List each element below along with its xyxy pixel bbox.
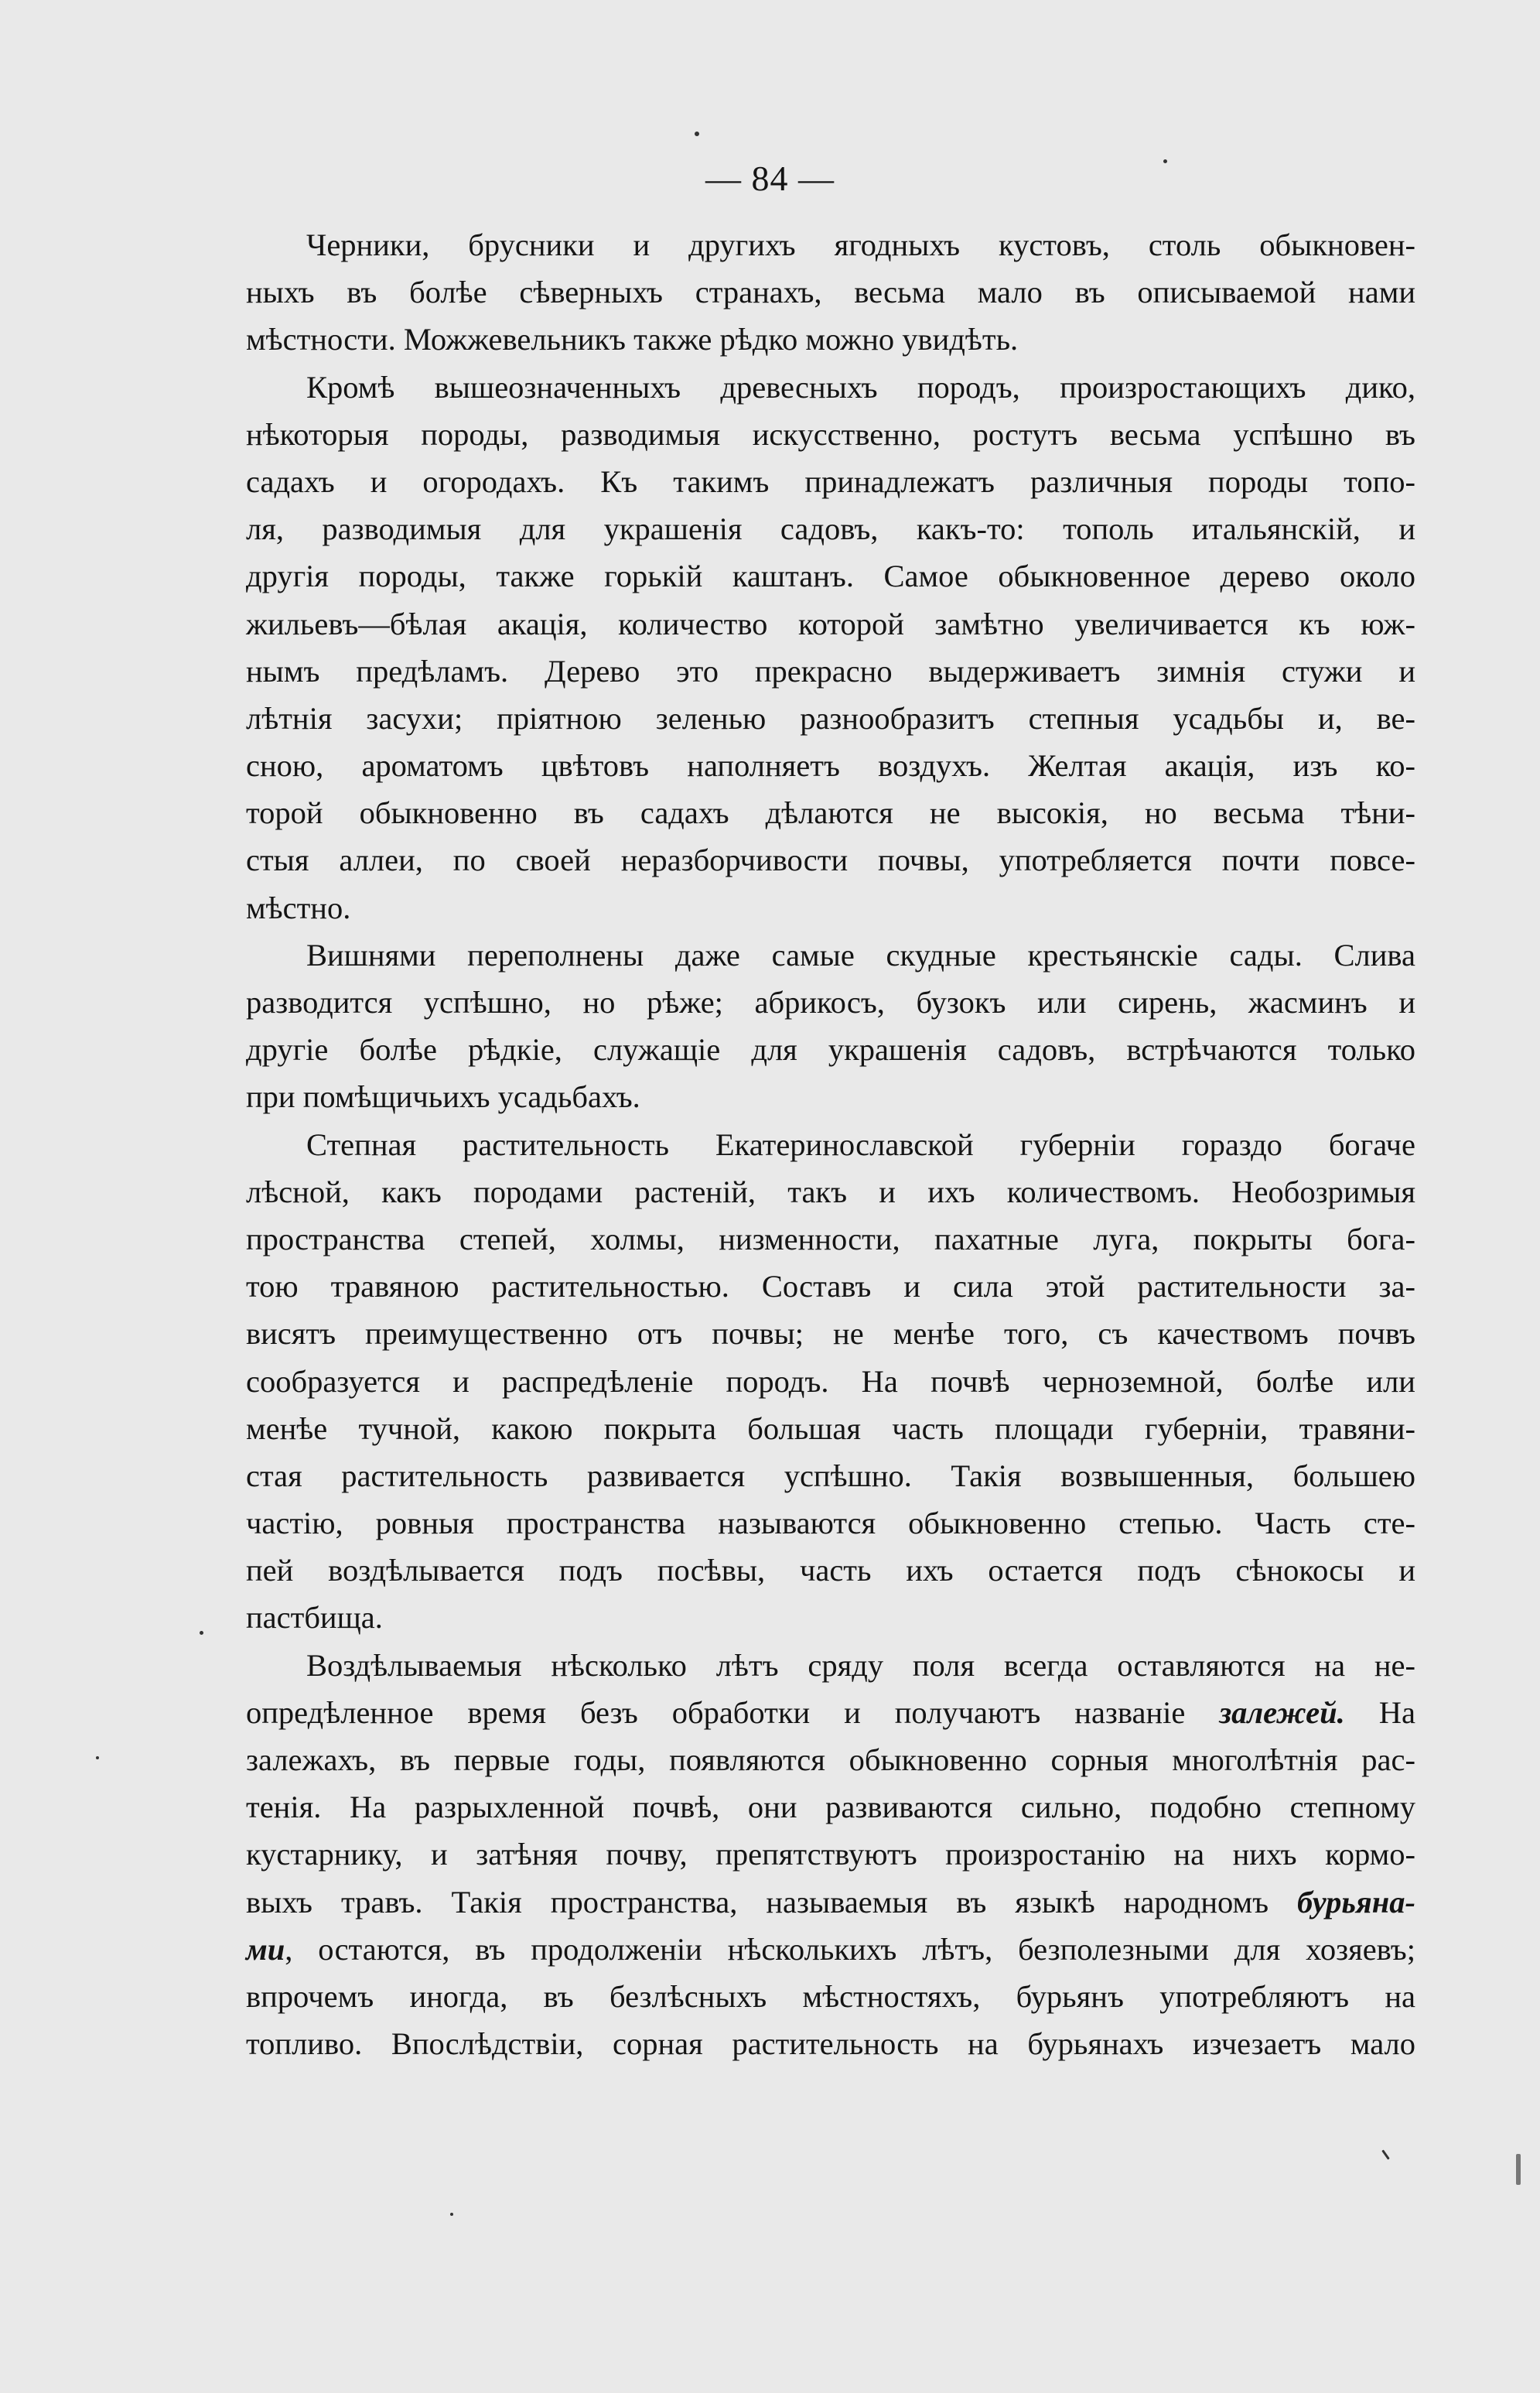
text-fragment: опредѣленное время безъ обработки и получаютъ названіе <box>246 1694 1220 1730</box>
text-line: кустарнику, и затѣняя почву, препятствуютъ произростанію на нихъ кормо- <box>246 1837 1415 1872</box>
text-line: менѣе тучной, какою покрыта большая часть площади губерніи, травяни- <box>246 1410 1415 1446</box>
text-line: торой обыкновенно въ садахъ дѣлаются не высокія, но весьма тѣни- <box>246 795 1415 831</box>
paragraph <box>246 221 1415 364</box>
text-line: стыя аллеи, по своей неразборчивости почвы, употребляется почти повсе- <box>246 843 1415 878</box>
paragraph <box>246 1642 1415 2068</box>
emphasized-term: ми <box>246 1931 285 1967</box>
text-line: другіе болѣе рѣдкіе, служащіе для украшенія садовъ, встрѣчаются только <box>246 1032 1415 1068</box>
text-line: впрочемъ иногда, въ безлѣсныхъ мѣстностяхъ, бурьянъ употребляютъ на <box>246 1978 1415 2014</box>
text-line: Воздѣлываемыя нѣсколько лѣтъ сряду поля всегда оставляются на не- <box>306 1647 1415 1683</box>
emphasized-term: бурьяна- <box>1297 1884 1415 1920</box>
text-line: висятъ преимущественно отъ почвы; не менѣе того, съ качествомъ почвъ <box>246 1316 1415 1352</box>
text-line: нымъ предѣламъ. Дерево это прекрасно выдерживаетъ зимнія стужи и <box>246 653 1415 689</box>
text-fragment: выхъ травъ. Такія пространства, называемыя въ языкѣ народномъ <box>246 1884 1298 1920</box>
text-line: Кромѣ вышеозначенныхъ древесныхъ породъ, произростающихъ дико, <box>306 369 1415 405</box>
text-line: тенія. На разрыхленной почвѣ, они развиваются сильно, подобно степному <box>246 1790 1415 1825</box>
scan-speck <box>96 1756 99 1759</box>
scan-speck <box>1163 159 1167 163</box>
scan-speck <box>695 132 699 136</box>
scan-speck <box>1516 2154 1521 2185</box>
paragraph <box>246 364 1415 932</box>
text-line: тою травяною растительностью. Составъ и сила этой растительности за- <box>246 1269 1415 1304</box>
text-line: ныхъ въ болѣе сѣверныхъ странахъ, весьма мало въ описываемой нами <box>246 275 1415 310</box>
scan-speck <box>200 1631 203 1635</box>
text-line <box>246 1926 1415 1973</box>
text-line: стая растительность развивается успѣшно. Такія возвышенныя, большею <box>246 1458 1415 1493</box>
text-line: топливо. Впослѣдствіи, сорная растительность на бурьянахъ изчезаетъ мало <box>246 2026 1415 2062</box>
text-line: пей воздѣлывается подъ посѣвы, часть ихъ остается подъ сѣнокосы и <box>246 1553 1415 1588</box>
text-line: мѣстно. <box>246 890 351 925</box>
text-line: мѣстности. Можжевельникъ также рѣдко можно увидѣть. <box>246 322 1019 357</box>
text-line: ля, разводимыя для украшенія садовъ, какъ-то: тополь итальянскій, и <box>246 511 1415 547</box>
emphasized-term: залежей. <box>1219 1694 1345 1730</box>
text-line: нѣкоторыя породы, разводимыя искусственно, ростутъ весьма успѣшно въ <box>246 416 1415 452</box>
text-line: разводится успѣшно, но рѣже; абрикосъ, бузокъ или сирень, жасминъ и <box>246 985 1415 1020</box>
text-line: пространства степей, холмы, низменности, пахатные луга, покрыты бога- <box>246 1221 1415 1256</box>
text-line: Степная растительность Екатеринославской губерніи гораздо богаче <box>306 1126 1415 1162</box>
text-line: пастбища. <box>246 1600 383 1636</box>
text-line: сною, ароматомъ цвѣтовъ наполняетъ воздухъ. Желтая акація, изъ ко- <box>246 748 1415 784</box>
text-line: Черники, брусники и другихъ ягодныхъ кустовъ, столь обыкновен- <box>306 227 1415 262</box>
text-fragment: На <box>1344 1694 1415 1730</box>
body-text <box>246 221 1415 2067</box>
text-line: залежахъ, въ первые годы, появляются обыкновенно сорныя многолѣтнія рас- <box>246 1742 1415 1777</box>
text-line: лѣсной, какъ породами растеній, такъ и ихъ количествомъ. Необозримыя <box>246 1174 1415 1209</box>
text-line: жильевъ—бѣлая акація, количество которой замѣтно увеличивается къ юж- <box>246 606 1415 641</box>
page-number: — 84 — <box>705 159 835 198</box>
scan-speck <box>1381 2149 1389 2159</box>
text-line <box>246 1689 1415 1736</box>
text-line: садахъ и огородахъ. Къ такимъ принадлежатъ различныя породы топо- <box>246 463 1415 499</box>
text-line <box>246 1879 1415 1926</box>
text-line: другія породы, также горькій каштанъ. Самое обыкновенное дерево около <box>246 559 1415 594</box>
text-line: частію, ровныя пространства называются обыкновенно степью. Часть сте- <box>246 1506 1415 1541</box>
scan-speck <box>450 2213 453 2216</box>
text-line: Вишнями переполнены даже самые скудные крестьянскіе сады. Слива <box>306 937 1415 973</box>
paragraph <box>246 932 1415 1121</box>
text-line: лѣтнія засухи; пріятною зеленью разнообразитъ степныя усадьбы и, ве- <box>246 700 1415 736</box>
text-line: сообразуется и распредѣленіе породъ. На почвѣ черноземной, болѣе или <box>246 1363 1415 1399</box>
text-fragment: , остаются, въ продолженіи нѣсколькихъ лѣтъ, безполезными для хозяевъ; <box>285 1931 1415 1967</box>
text-line: при помѣщичьихъ усадьбахъ. <box>246 1079 640 1115</box>
paragraph <box>246 1121 1415 1642</box>
